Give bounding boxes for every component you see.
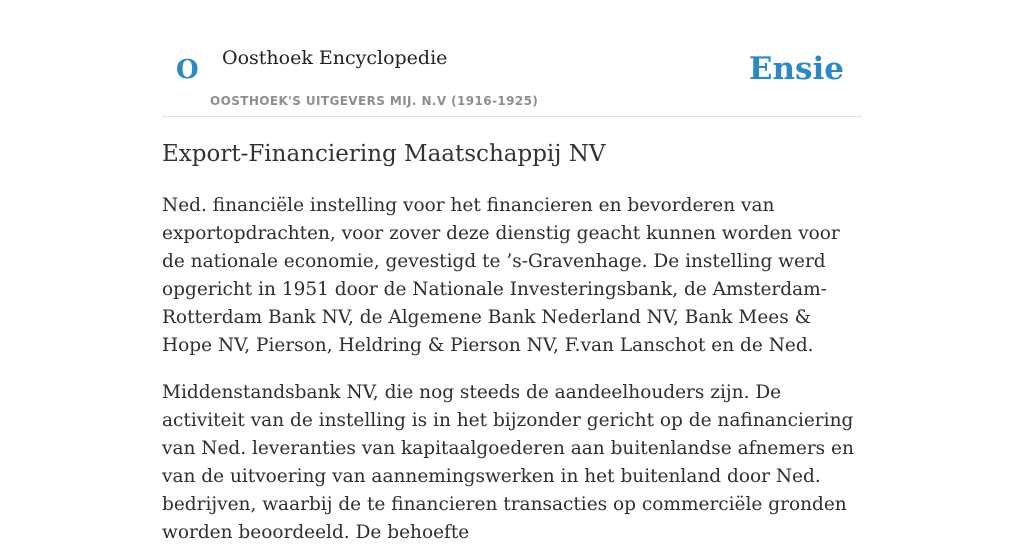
article-title: Export-Financiering Maatschappij NV xyxy=(162,141,606,167)
publisher-label: OOSTHOEK'S UITGEVERS MIJ. N.V (1916-1925) xyxy=(210,94,539,108)
site-header xyxy=(162,0,862,117)
oosthoek-logo[interactable]: O xyxy=(176,55,199,85)
encyclopedia-title[interactable]: Oosthoek Encyclopedie xyxy=(222,47,448,69)
article xyxy=(162,136,862,547)
ensie-brand-link[interactable]: Ensie xyxy=(748,51,844,87)
article-paragraph: Ned. financiële instelling voor het financieren en bevorderen van exportopdrachten, voor zover deze dienstig geacht kunnen worden voor de nationale economie, gevestigd te ’s-Gravenhage. De instelling werd opgericht in 1951 door de Nationale Investeringsbank, de Amsterdam-Rotterdam Bank NV, de Algemene Bank Nederland NV, Bank Mees & Hope NV, Pierson, Heldring & Pierson NV, F.van Lanschot en de Ned. xyxy=(162,195,840,356)
article-paragraph: Middenstandsbank NV, die nog steeds de aandeelhouders zijn. De activiteit van de instelling is in het bijzonder gericht op de nafinanciering van Ned. leveranties van kapitaalgoederen aan buitenlandse afnemers en van de uitvoering van aannemingswerken in het buitenland door Ned. bedrijven, waarbij de te financieren transacties op commerciële gronden worden beoordeeld. De behoefte xyxy=(162,382,854,543)
article-body xyxy=(162,192,862,547)
